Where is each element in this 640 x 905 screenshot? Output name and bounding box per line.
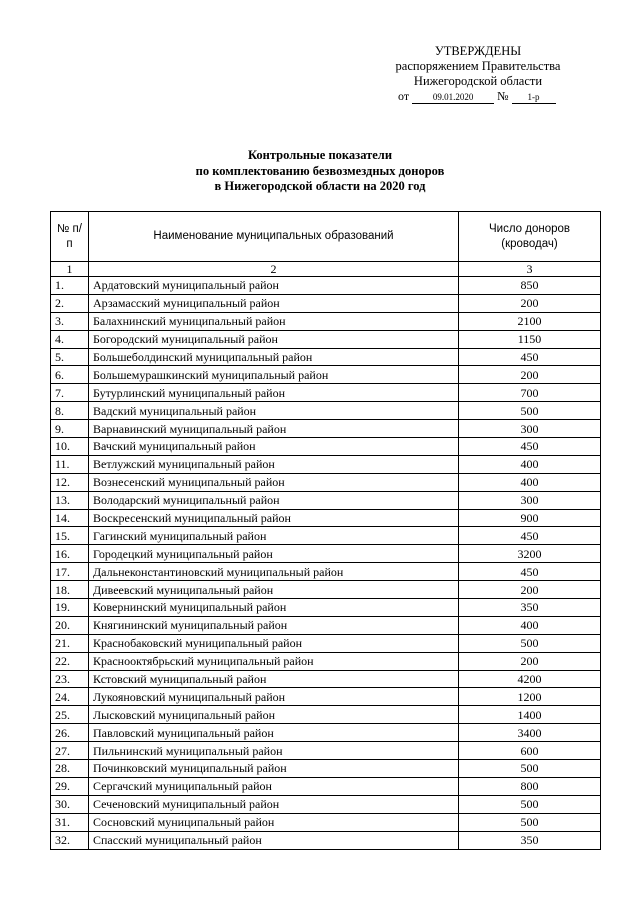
municipality-name: Городецкий муниципальный район: [89, 545, 459, 563]
donor-count: 400: [459, 473, 601, 491]
row-number: 17.: [51, 563, 89, 581]
row-number: 23.: [51, 670, 89, 688]
municipality-name: Дивеевский муниципальный район: [89, 581, 459, 599]
table-row: [51, 330, 601, 348]
row-number: 1.: [51, 277, 89, 295]
approval-date: 09.01.2020: [412, 92, 494, 104]
table-row: [51, 438, 601, 456]
table-row: [51, 277, 601, 295]
row-number: 26.: [51, 724, 89, 742]
donor-count: 4200: [459, 670, 601, 688]
approval-region: Нижегородской области: [413, 74, 543, 88]
municipality-name: Спасский муниципальный район: [89, 831, 459, 849]
municipality-name: Богородский муниципальный район: [89, 330, 459, 348]
donor-count: 450: [459, 527, 601, 545]
donor-count: 450: [459, 438, 601, 456]
municipality-name: Лукояновский муниципальный район: [89, 688, 459, 706]
row-number: 18.: [51, 581, 89, 599]
municipality-name: Ковернинский муниципальный район: [89, 599, 459, 617]
donor-count: 200: [459, 652, 601, 670]
municipality-name: Починковский муниципальный район: [89, 760, 459, 778]
municipality-name: Варнавинский муниципальный район: [89, 420, 459, 438]
donor-count: 2100: [459, 312, 601, 330]
municipality-name: Большемурашкинский муниципальный район: [89, 366, 459, 384]
table-row: [51, 688, 601, 706]
municipality-name: Сергачский муниципальный район: [89, 777, 459, 795]
municipality-name: Ардатовский муниципальный район: [89, 277, 459, 295]
municipality-name: Краснобаковский муниципальный район: [89, 634, 459, 652]
title-line-2: по комплектованию безвозмездных доноров: [195, 163, 445, 178]
table-row: [51, 670, 601, 688]
approval-number: 1-р: [512, 92, 556, 104]
row-number: 19.: [51, 599, 89, 617]
table-row: [51, 455, 601, 473]
column-number-row: [51, 262, 601, 277]
donor-count: 800: [459, 777, 601, 795]
number-label: №: [497, 89, 509, 103]
donor-count: 900: [459, 509, 601, 527]
approval-heading: УТВЕРЖДЕНЫ: [434, 44, 522, 58]
municipality-name: Княгининский муниципальный район: [89, 616, 459, 634]
row-number: 32.: [51, 831, 89, 849]
donor-count: 500: [459, 402, 601, 420]
table-row: [51, 706, 601, 724]
table-row: [51, 473, 601, 491]
row-number: 28.: [51, 760, 89, 778]
table-row: [51, 366, 601, 384]
municipality-name: Павловский муниципальный район: [89, 724, 459, 742]
column-number: 2: [89, 262, 459, 277]
table-row: [51, 724, 601, 742]
header-value: Число доноров (кроводач): [459, 212, 601, 262]
table-row: [51, 599, 601, 617]
row-number: 3.: [51, 312, 89, 330]
table-row: [51, 509, 601, 527]
row-number: 14.: [51, 509, 89, 527]
row-number: 25.: [51, 706, 89, 724]
donor-count: 200: [459, 581, 601, 599]
table-row: [51, 742, 601, 760]
municipality-name: Гагинский муниципальный район: [89, 527, 459, 545]
table-row: [51, 760, 601, 778]
donor-count: 500: [459, 760, 601, 778]
municipality-name: Арзамасский муниципальный район: [89, 294, 459, 312]
table-row: [51, 384, 601, 402]
header-name: Наименование муниципальных образований: [89, 212, 459, 262]
donor-count: 400: [459, 455, 601, 473]
donor-count: 1200: [459, 688, 601, 706]
donor-count: 350: [459, 831, 601, 849]
municipality-name: Ветлужский муниципальный район: [89, 455, 459, 473]
from-label: от: [398, 89, 410, 103]
row-number: 27.: [51, 742, 89, 760]
row-number: 9.: [51, 420, 89, 438]
row-number: 8.: [51, 402, 89, 420]
approval-date-line: [372, 89, 584, 104]
donor-count: 500: [459, 634, 601, 652]
row-number: 24.: [51, 688, 89, 706]
donor-count: 850: [459, 277, 601, 295]
municipality-name: Володарский муниципальный район: [89, 491, 459, 509]
title-line-1: Контрольные показатели: [247, 148, 393, 162]
municipality-name: Вачский муниципальный район: [89, 438, 459, 456]
row-number: 30.: [51, 795, 89, 813]
table-row: [51, 652, 601, 670]
municipality-name: Большеболдинский муниципальный район: [89, 348, 459, 366]
row-number: 16.: [51, 545, 89, 563]
table-row: [51, 795, 601, 813]
table-body: [51, 277, 601, 850]
donor-count: 1150: [459, 330, 601, 348]
row-number: 20.: [51, 616, 89, 634]
row-number: 6.: [51, 366, 89, 384]
municipality-name: Краснооктябрьский муниципальный район: [89, 652, 459, 670]
donor-count: 3400: [459, 724, 601, 742]
table-row: [51, 581, 601, 599]
document-title: [120, 148, 520, 195]
row-number: 13.: [51, 491, 89, 509]
title-line-3: в Нижегородской области на 2020 год: [214, 179, 426, 193]
row-number: 31.: [51, 813, 89, 831]
row-number: 4.: [51, 330, 89, 348]
header-number: № п/п: [51, 212, 89, 262]
donor-quota-table: [50, 211, 601, 850]
municipality-name: Пильнинский муниципальный район: [89, 742, 459, 760]
donor-count: 600: [459, 742, 601, 760]
donor-count: 300: [459, 491, 601, 509]
column-number: 3: [459, 262, 601, 277]
table-row: [51, 777, 601, 795]
donor-count: 1400: [459, 706, 601, 724]
table-row: [51, 491, 601, 509]
donor-count: 500: [459, 795, 601, 813]
municipality-name: Вознесенский муниципальный район: [89, 473, 459, 491]
row-number: 22.: [51, 652, 89, 670]
municipality-name: Лысковский муниципальный район: [89, 706, 459, 724]
approval-stamp: [372, 44, 584, 104]
row-number: 2.: [51, 294, 89, 312]
row-number: 11.: [51, 455, 89, 473]
table-row: [51, 348, 601, 366]
column-number: 1: [51, 262, 89, 277]
municipality-name: Сосновский муниципальный район: [89, 813, 459, 831]
donor-count: 200: [459, 294, 601, 312]
donor-count: 700: [459, 384, 601, 402]
donor-count: 3200: [459, 545, 601, 563]
row-number: 5.: [51, 348, 89, 366]
donor-count: 450: [459, 348, 601, 366]
row-number: 7.: [51, 384, 89, 402]
table-row: [51, 294, 601, 312]
donor-count: 450: [459, 563, 601, 581]
donor-count: 350: [459, 599, 601, 617]
table-row: [51, 402, 601, 420]
table-row: [51, 312, 601, 330]
table-row: [51, 831, 601, 849]
municipality-name: Кстовский муниципальный район: [89, 670, 459, 688]
donor-count: 300: [459, 420, 601, 438]
municipality-name: Вадский муниципальный район: [89, 402, 459, 420]
table-row: [51, 563, 601, 581]
table-row: [51, 545, 601, 563]
municipality-name: Воскресенский муниципальный район: [89, 509, 459, 527]
municipality-name: Бутурлинский муниципальный район: [89, 384, 459, 402]
row-number: 12.: [51, 473, 89, 491]
municipality-name: Дальнеконстантиновский муниципальный район: [89, 563, 459, 581]
approval-authority: распоряжением Правительства: [395, 59, 561, 73]
row-number: 15.: [51, 527, 89, 545]
row-number: 21.: [51, 634, 89, 652]
municipality-name: Балахнинский муниципальный район: [89, 312, 459, 330]
table-row: [51, 420, 601, 438]
row-number: 10.: [51, 438, 89, 456]
donor-count: 500: [459, 813, 601, 831]
table-header-row: [51, 212, 601, 262]
table-row: [51, 813, 601, 831]
row-number: 29.: [51, 777, 89, 795]
donor-count: 200: [459, 366, 601, 384]
table-row: [51, 634, 601, 652]
table-row: [51, 616, 601, 634]
municipality-name: Сеченовский муниципальный район: [89, 795, 459, 813]
donor-count: 400: [459, 616, 601, 634]
table-row: [51, 527, 601, 545]
